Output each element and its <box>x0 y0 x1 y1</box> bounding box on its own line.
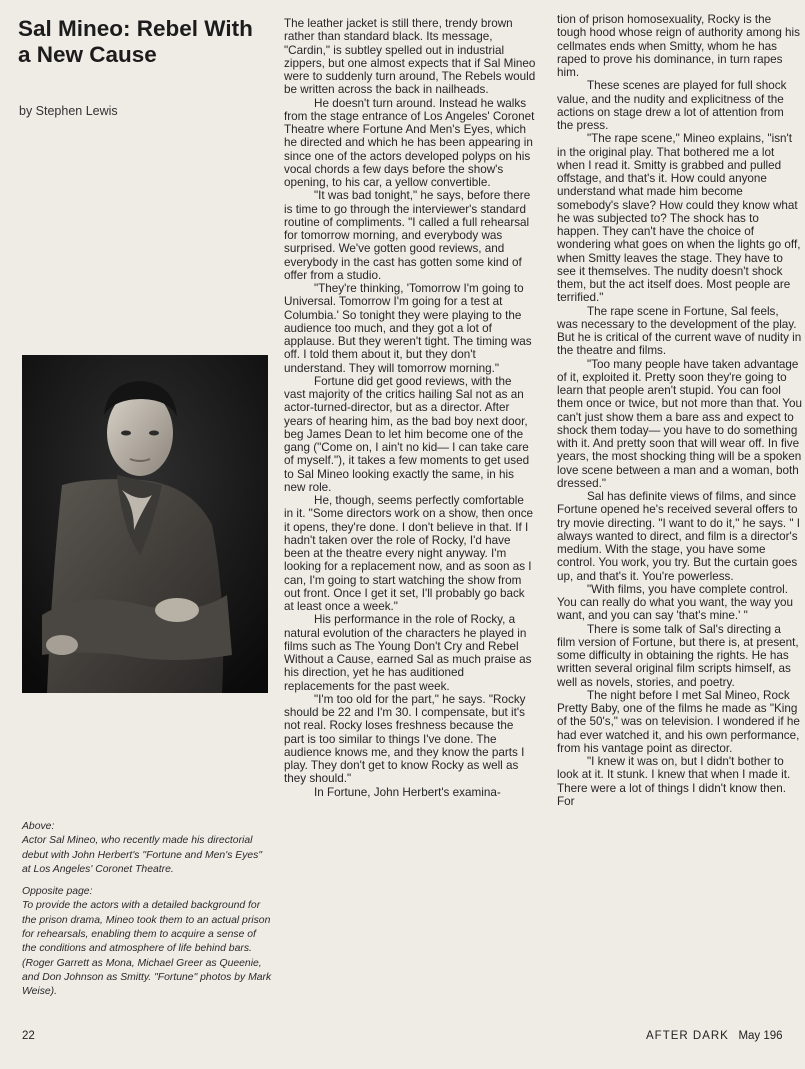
article-title: Sal Mineo: Rebel With a New Cause <box>18 16 253 67</box>
paragraph: "It was bad tonight," he says, before there is time to go through the interviewer's standard routine of compliments. "I called a full rehearsal for tomorrow morning, and everybody was surprised. We've gotten good reviews, and everybody in the cast has gotten some kind of offer from a studio. <box>284 189 531 282</box>
paragraph: "The rape scene," Mineo explains, "isn't in the original play. That bothered me a lot when I read it. Smitty is grabbed and pulled offstage, and that's it. How could anyone understand what made him become somebody's slave? How could they know what he was subjected to? The shock has to happen. They can't have the choice of wondering what goes on when the lights go off, when Smitty leaves the stage. They have to see it themselves. The nudity doesn't shock them, but the act itself does. Most people are terrified." <box>557 132 801 305</box>
article-column-1 <box>284 17 536 799</box>
article-column-2 <box>557 13 802 808</box>
portrait-illustration <box>22 355 268 693</box>
paragraph: Fortune did get good reviews, with the vast majority of the critics hailing Sal not as an actor-turned-director, but as a director. After years of hearing him, as the bad boy next door, beg James Dean to let him become one of the gang ("Come on, I ain't no kid— I can take care of myself."), it takes a few moments to get used to Sal Mineo looking exactly the same, in his new role. <box>284 374 530 494</box>
paragraph: He doesn't turn around. Instead he walks from the stage entrance of Los Angeles' Coronet Theatre where Fortune And Men's Eyes, which he directed and which he has been appearing in since one of the actors developed polyps on his vocal chords a few days before the show's opening, to his car, a yellow convertible. <box>284 96 535 189</box>
caption-above-text: Actor Sal Mineo, who recently made his directorial debut with John Herbert's "Fortune and Men's Eyes" at Los Angeles' Coronet Theatre. <box>22 835 263 875</box>
paragraph: The night before I met Sal Mineo, Rock Pretty Baby, one of the films he made as "King of the 50's," was on television. I wondered if he had ever watched it, and his own performance, from his vantage point as director. <box>557 688 800 755</box>
paragraph: tion of prison homosexuality, Rocky is the tough hood whose reign of authority among his cellmates ends when Smitty, whom he has raped to prove his dominance, in turn rapes him. <box>557 13 801 79</box>
paragraph: "I knew it was on, but I didn't bother to look at it. It stunk. I knew that when I made it. There were a lot of things I didn't know then. For <box>557 755 791 808</box>
paragraph: His performance in the role of Rocky, a natural evolution of the characters he played in films such as The Young Don't Cry and Rebel Without a Cause, earned Sal as much praise as his direction, yet he has auditioned replacements for the past week. <box>284 613 532 693</box>
issue-date: May 196 <box>738 1030 783 1042</box>
page-number: 22 <box>22 1030 35 1042</box>
portrait-photo <box>22 355 268 693</box>
paragraph: Sal has definite views of films, and since Fortune opened he's received several offers to try movie directing. "I want to do it," he says. " I always wanted to direct, and film is a director's medium. With the stage, you have some control. You work, you try. But the curtain goes up, and that's it. You're powerless. <box>557 490 801 583</box>
paragraph: "With films, you have complete control. You can really do what you want, the way you want, and you can say 'that's mine.' " <box>557 582 794 623</box>
paragraph: These scenes are played for full shock value, and the nudity and explicitness of the actions on stage drew a lot of attention from the press. <box>557 79 787 132</box>
paragraph: There is some talk of Sal's directing a film version of Fortune, but there is, at present, some difficulty in obtaining the rights. He has written several original film scripts himself, as well as novels, stories, and poetry. <box>557 622 799 689</box>
paragraph: In Fortune, John Herbert's examina- <box>314 785 501 799</box>
paragraph: The rape scene in Fortune, Sal feels, was necessary to the development of the play. But he is critical of the current wave of nudity in the theatre and films. <box>557 304 802 358</box>
caption-opposite-text: To provide the actors with a detailed background for the prison drama, Mineo took them to an actual prison for rehearsals, enabling them to acquire a sense of the conditions and atmosphere of life behind bars. (Roger Garrett as Mona, Michael Greer as Queenie, and Don Johnson as Smitty. "Fortune" photos by Mark Weise). <box>22 900 272 998</box>
paragraph: He, though, seems perfectly comfortable in it. "Some directors work on a show, then once it opens, they're done. I don't believe in that. If I hadn't taken over the role of Rocky, I'd have been at the theatre every night anyway. I'm looking for a replacement now, and as soon as I can, I'm going to start watching the show from out front. Once I get it set, I'll probably go back at least once a week." <box>284 494 534 613</box>
article-byline: by Stephen Lewis <box>19 104 118 118</box>
publication-name: AFTER DARK <box>646 1030 729 1042</box>
paragraph: "I'm too old for the part," he says. "Rocky should be 22 and I'm 30. I compensate, but it's not real. Rocky loses freshness because the part is too similar to things I've done. The audience knows me, and they know the parts I play. They don't get to know Rocky as well as they should." <box>284 692 526 786</box>
caption-above-label: Above: <box>22 821 55 832</box>
footer-publication <box>646 1030 783 1042</box>
caption-opposite-label: Opposite page: <box>22 886 93 898</box>
photo-caption <box>22 820 272 1008</box>
paragraph: The leather jacket is still there, trendy brown rather than standard black. Its message, "Cardin," is subtley spelled out in industrial zippers, but one almost expects that if Sal Mineo were to suddenly turn around, The Rebels would be written across the back in nailheads. <box>284 17 536 97</box>
paragraph: "Too many people have taken advantage of it, exploited it. Pretty soon they're going to learn that people aren't stupid. You can fool them once or twice, but not more than that. You can't just show them a bare ass and expect to shock them today— you have to do something with it. And pretty soon that will wear off. In five years, the most shocking thing will be a spoken love scene between a man and a woman, both dressed." <box>557 357 802 490</box>
paragraph: "They're thinking, 'Tomorrow I'm going to Universal. Tomorrow I'm going for a test at Columbia.' So tonight they were playing to the audience too much, and they got a lot of applause. But they weren't tight. The timing was off. I told them about it, but they don't understand. They will tomorrow morning." <box>284 282 532 375</box>
